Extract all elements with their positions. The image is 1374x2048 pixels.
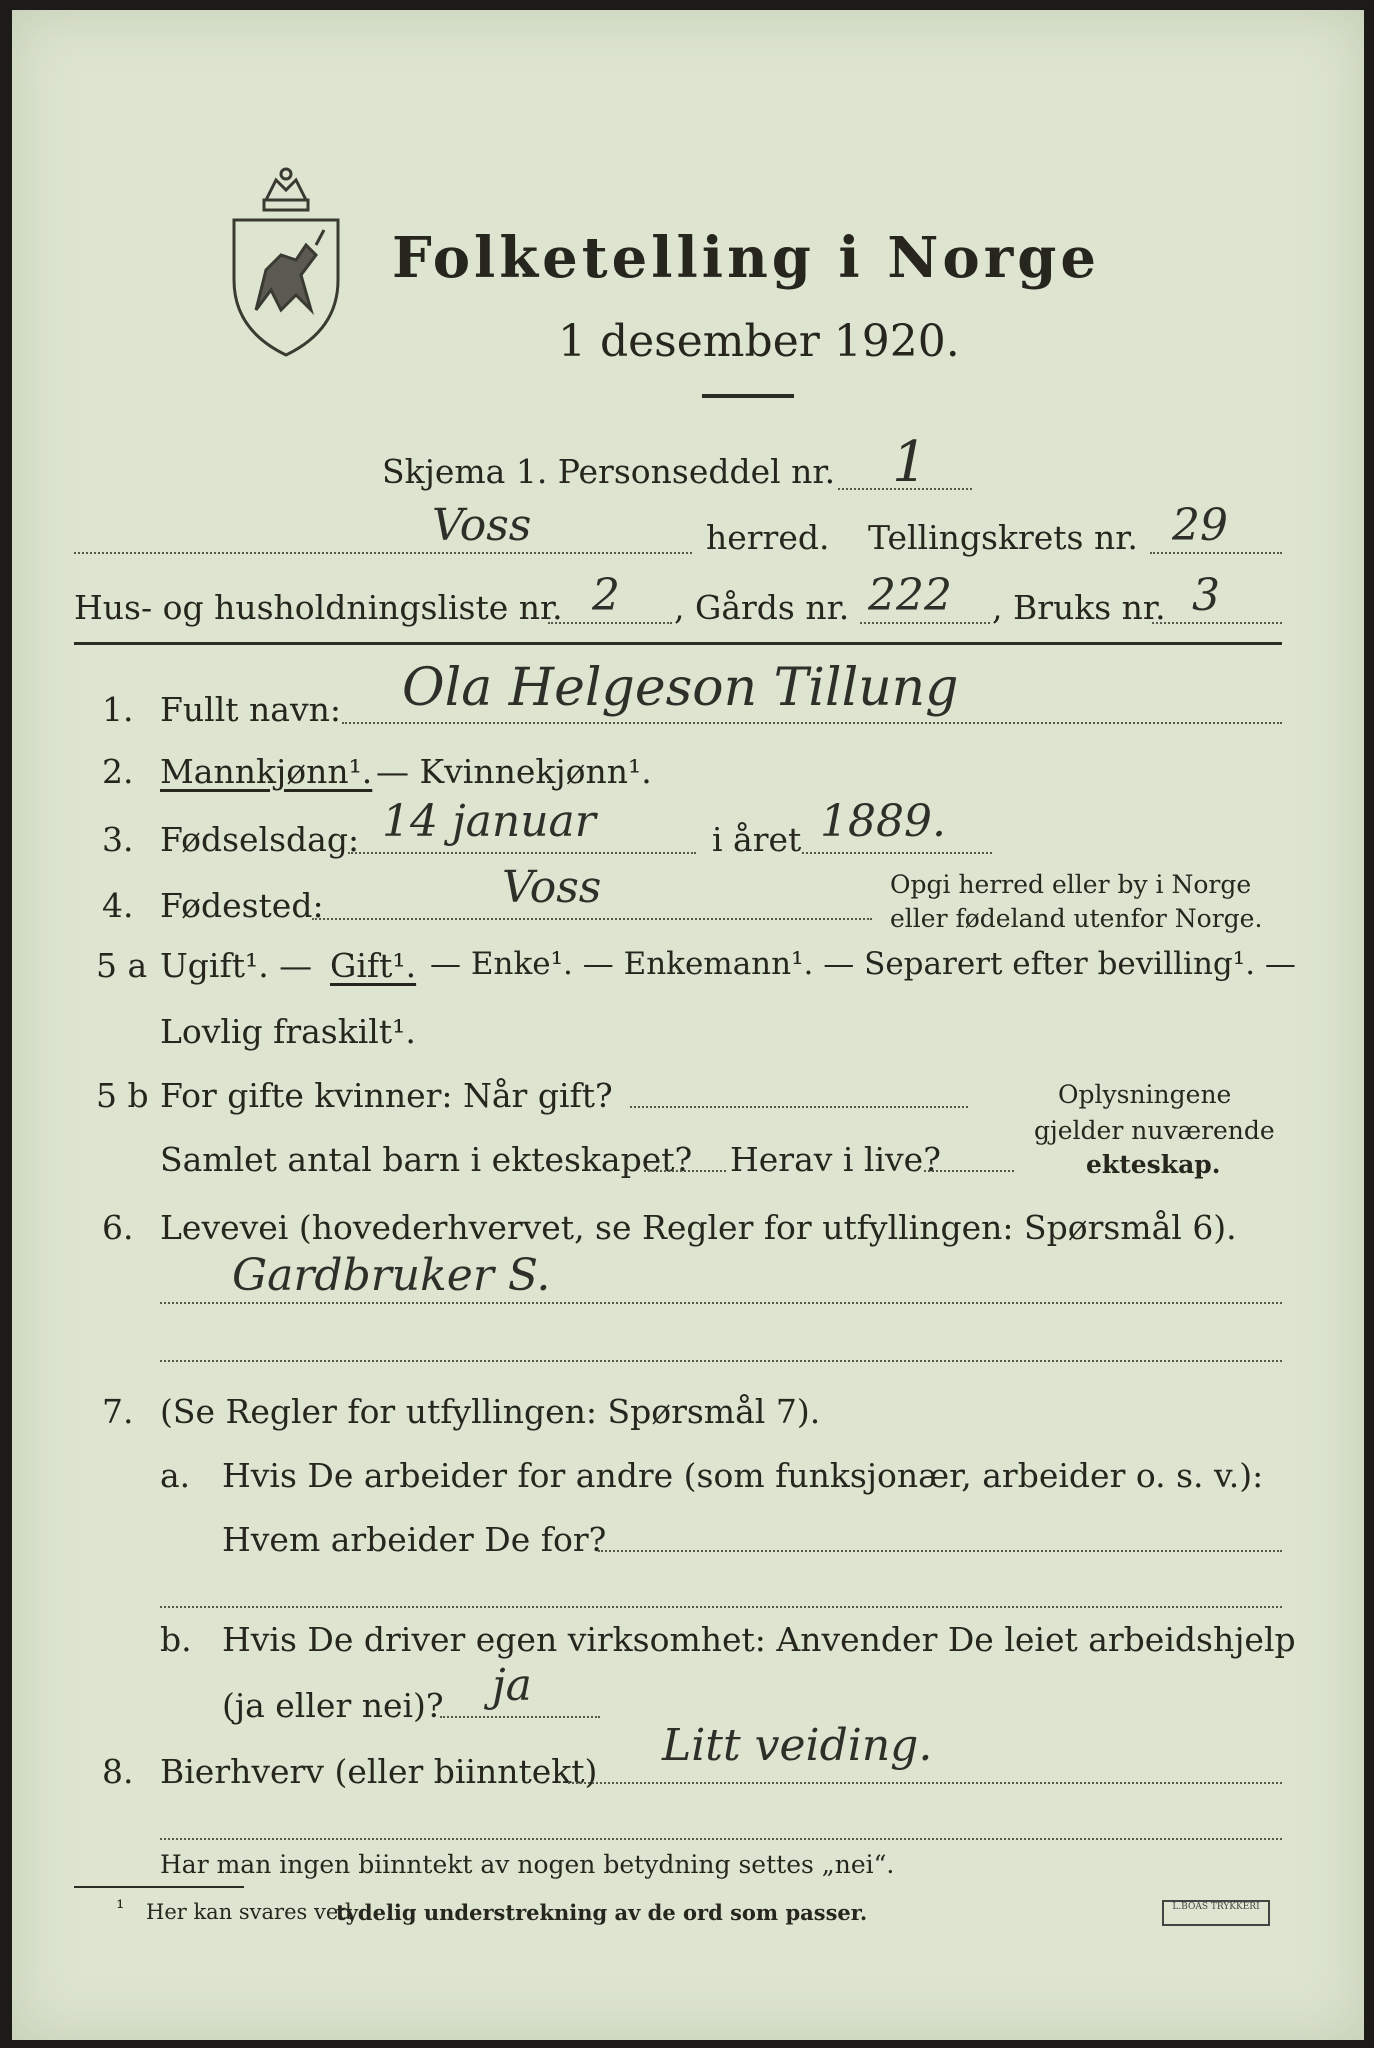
q5a-ugift: Ugift¹. —: [160, 946, 313, 985]
footnote-text-1: Her kan svares ved: [146, 1900, 352, 1924]
q4-value: Voss: [502, 862, 602, 913]
gards-label: , Gårds nr.: [674, 588, 850, 627]
footnote-rule: [74, 1886, 244, 1888]
q5b-label-2: Samlet antal barn i ekteskapet?: [160, 1140, 693, 1179]
q4-note-1: Opgi herred eller by i Norge: [890, 870, 1252, 899]
q5a-line2: Lovlig fraskilt¹.: [160, 1012, 416, 1051]
q2-number: 2.: [102, 752, 134, 791]
q6-value: Gardbruker S.: [232, 1250, 551, 1301]
q2-male: Mannkjønn¹.: [160, 752, 373, 791]
q5b-when-line: [630, 1106, 968, 1108]
q4-line: [312, 918, 872, 920]
q3-year-line: [802, 852, 992, 854]
q6-number: 6.: [102, 1208, 134, 1247]
q3-date-line: [348, 852, 696, 854]
q3-year: 1889.: [820, 796, 946, 847]
bruks-label: , Bruks nr.: [992, 588, 1166, 627]
q3-value: 14 januar: [382, 796, 596, 847]
q7a-label-2: Hvem arbeider De for?: [222, 1520, 607, 1559]
q7b-line: [440, 1716, 600, 1718]
q8-value: Litt veiding.: [662, 1720, 933, 1771]
census-form-page: [12, 10, 1364, 2040]
q8-line-1: [568, 1782, 1282, 1784]
schema-label: Skjema 1. Personseddel nr.: [382, 452, 836, 491]
footnote-mark: ¹: [116, 1896, 125, 1920]
herred-line: [74, 552, 692, 554]
herred-value: Voss: [432, 500, 532, 551]
q5b-children-line: [644, 1170, 726, 1172]
q5b-number: 5 b: [96, 1076, 149, 1115]
q6-label: Levevei (hovederhvervet, se Regler for utfyllingen: Spørsmål 6).: [160, 1208, 1237, 1247]
q7-label: (Se Regler for utfyllingen: Spørsmål 7).: [160, 1392, 821, 1431]
q1-label: Fullt navn:: [160, 690, 341, 729]
q5b-alive-line: [924, 1170, 1014, 1172]
gards-nr: 222: [868, 570, 952, 621]
tellingskrets-nr: 29: [1172, 500, 1228, 551]
q3-year-label: i året: [712, 820, 802, 859]
printer-stamp: L.BOAS TRYKKERI: [1162, 1900, 1270, 1926]
title-divider: [702, 394, 794, 398]
bruks-nr: 3: [1192, 570, 1220, 621]
q1-line: [342, 722, 1282, 724]
q4-label: Fødested:: [160, 886, 324, 925]
tellingskrets-label: Tellingskrets nr.: [868, 518, 1138, 557]
q5b-note-3: ekteskap.: [1086, 1150, 1221, 1179]
q5a-gift: Gift¹.: [330, 946, 417, 985]
form-title: Folketelling i Norge: [392, 225, 1101, 291]
q8-label: Bierhverv (eller biinntekt): [160, 1752, 598, 1791]
q7a-label-1: Hvis De arbeider for andre (som funksjonær, arbeider o. s. v.):: [222, 1456, 1264, 1495]
tellingskrets-line: [1150, 552, 1282, 554]
q7b-value: ja: [492, 1660, 532, 1711]
coat-of-arms-icon: [226, 160, 346, 360]
personseddel-nr: 1: [892, 430, 928, 495]
hus-nr: 2: [592, 570, 620, 621]
hus-label: Hus- og husholdningsliste nr.: [74, 588, 563, 627]
header-divider: [74, 642, 1282, 645]
q6-line-1: [160, 1302, 1282, 1304]
q4-number: 4.: [102, 886, 134, 925]
q4-note-2: eller fødeland utenfor Norge.: [890, 904, 1263, 933]
q1-number: 1.: [102, 690, 134, 729]
form-date: 1 desember 1920.: [558, 316, 960, 367]
q3-label: Fødselsdag:: [160, 820, 360, 859]
q7a-letter: a.: [160, 1456, 191, 1495]
q8-line-2: [160, 1838, 1282, 1840]
q5b-label-1: For gifte kvinner: Når gift?: [160, 1076, 613, 1115]
q5b-label-3: Herav i live?: [730, 1140, 941, 1179]
q7a-line-2: [160, 1606, 1282, 1608]
q5b-note-1: Oplysningene: [1058, 1080, 1232, 1109]
gards-line: [860, 622, 990, 624]
q5b-note-2: gjelder nuværende: [1034, 1116, 1275, 1145]
q5a-rest: — Enke¹. — Enkemann¹. — Separert efter bevilling¹. —: [430, 946, 1296, 982]
q1-value: Ola Helgeson Tillung: [402, 658, 959, 718]
herred-label: herred.: [706, 518, 830, 557]
nei-note: Har man ingen biinntekt av nogen betydning settes „nei“.: [160, 1850, 895, 1879]
q8-number: 8.: [102, 1752, 134, 1791]
q7b-label-2: (ja eller nei)?: [222, 1686, 444, 1725]
hus-line: [548, 622, 672, 624]
q2-rest: — Kvinnekjønn¹.: [376, 752, 652, 791]
q7a-line-1: [598, 1550, 1282, 1552]
bruks-line: [1152, 622, 1282, 624]
q7b-label-1: Hvis De driver egen virksomhet: Anvender De leiet arbeidshjelp: [222, 1620, 1296, 1659]
q7b-letter: b.: [160, 1620, 192, 1659]
q7-number: 7.: [102, 1392, 134, 1431]
q3-number: 3.: [102, 820, 134, 859]
footnote-text-2: tydelig understrekning av de ord som passer.: [336, 1900, 868, 1925]
q5a-number: 5 a: [96, 946, 148, 985]
q6-line-2: [160, 1360, 1282, 1362]
